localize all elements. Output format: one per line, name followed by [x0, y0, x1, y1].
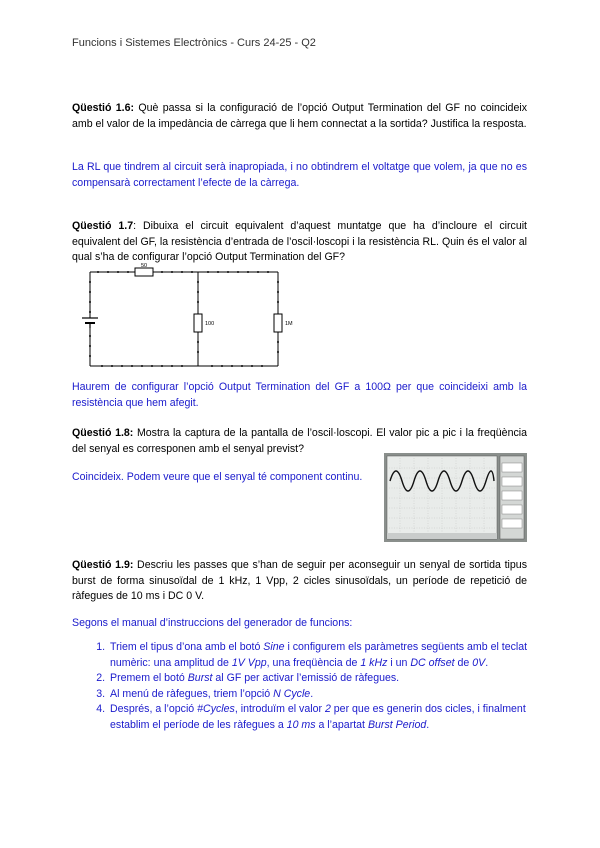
- step-emphasis: 1V Vpp: [231, 656, 267, 669]
- answer-1-9-intro: Segons el manual d’instruccions del generador de funcions:: [72, 617, 353, 629]
- step-emphasis: 1 kHz: [360, 656, 388, 669]
- page-header: Funcions i Sistemes Electrònics - Curs 24-25 - Q2: [72, 37, 316, 49]
- oscilloscope-screenshot: [384, 453, 527, 542]
- step-emphasis: 2: [324, 703, 331, 715]
- step-text: Al menú de ràfegues, triem l’opció: [110, 687, 274, 700]
- step-emphasis: 0V: [472, 656, 486, 669]
- step-emphasis: N Cycle: [273, 687, 311, 700]
- step-emphasis: 10 ms: [286, 718, 316, 731]
- resistor-1-label: 100: [205, 321, 215, 327]
- step-text: per que es generin dos cicles, i finalment establim el període de les ràfegues a: [110, 703, 526, 731]
- breadboard-dots: [89, 271, 279, 367]
- question-1-6: [72, 101, 527, 132]
- step-text: al GF per activar l’emissió de ràfegues.: [212, 672, 400, 684]
- step-emphasis: #Cycles: [197, 703, 235, 715]
- list-item: [108, 687, 548, 703]
- step-text: i un: [387, 656, 411, 669]
- question-1-9: [72, 558, 527, 605]
- step-emphasis: DC offset: [410, 656, 455, 669]
- steps-list: [89, 640, 548, 733]
- resistor-2-label: 1M: [285, 321, 293, 327]
- list-item: [108, 671, 548, 687]
- answer-1-8: Coincideix. Podem veure que el senyal té component continu.: [72, 471, 363, 483]
- step-text: .: [310, 687, 314, 700]
- step-emphasis: Burst Period: [367, 718, 427, 731]
- question-label: Qüestió 1.6:: [72, 102, 135, 114]
- step-text: , introduïm el valor: [234, 703, 325, 715]
- answer-1-7: Haurem de configurar l’opció Output Termination del GF a 100Ω per que coincideixi amb la resistència que hem afegit.: [72, 381, 527, 409]
- question-text: Mostra la captura de la pantalla de l’oscil·loscopi. El valor pic a pic i la freqüència del senyal es corresponen amb el senyal previst?: [72, 427, 528, 455]
- answer-1-6: La RL que tindrem al circuit serà inapropiada, i no obtindrem el voltatge que volem, ja que no es compensarà correctament l’efecte de la càrrega.: [72, 161, 527, 189]
- step-text: a l’apartat: [315, 718, 368, 731]
- list-item: [108, 702, 548, 733]
- step-text: , una freqüència de: [266, 656, 361, 669]
- question-label: Qüestió 1.9:: [72, 559, 134, 571]
- list-item: [108, 640, 548, 671]
- resistor-2: [274, 314, 293, 332]
- step-text: .: [426, 718, 430, 731]
- step-emphasis: Burst: [187, 672, 213, 684]
- question-label: Qüestió 1.7: [72, 220, 134, 232]
- question-text: Què passa si la configuració de l’opció Output Termination del GF no coincideix amb el valor de la impedància de càrrega que li hem connectat a la sortida? Justifica la resposta.: [72, 102, 527, 130]
- question-label: Qüestió 1.8:: [72, 427, 134, 439]
- question-text: Descriu les passes que s’han de seguir per aconseguir un senyal de sortida tipus burst de forma sinusoïdal de 1 kHz, 1 Vpp, 2 cicles sinusoïdals, un període de repetició de ràfegues de 10 ms i DC 0 V.: [72, 559, 527, 602]
- equivalent-circuit-diagram: [72, 262, 312, 372]
- step-text: .: [485, 656, 489, 669]
- step-emphasis: Sine: [263, 641, 285, 653]
- question-1-7: [72, 219, 527, 266]
- step-text: Triem el tipus d’ona amb el botó: [110, 641, 264, 653]
- question-text: : Dibuixa el circuit equivalent d’aquest muntatge que ha d’incloure el circuit equivalent del GF, la resistència d’entrada de l’oscil·loscopi i la resistència RL. Quin és el valor al qual s’ha de configurar l’opció Output Termination del GF?: [72, 220, 528, 263]
- resistor-1: [194, 314, 214, 332]
- source-resistor: [135, 263, 153, 276]
- circuit-wires: [90, 272, 278, 366]
- step-text: de: [454, 656, 473, 669]
- source-resistor-label: 50: [140, 263, 148, 269]
- voltage-source: [82, 318, 98, 328]
- step-text: Després, a l’opció: [110, 703, 198, 715]
- step-text: Premem el botó: [110, 672, 188, 684]
- step-text: i configurem els paràmetres següents amb el teclat numèric: una amplitud de: [110, 641, 528, 669]
